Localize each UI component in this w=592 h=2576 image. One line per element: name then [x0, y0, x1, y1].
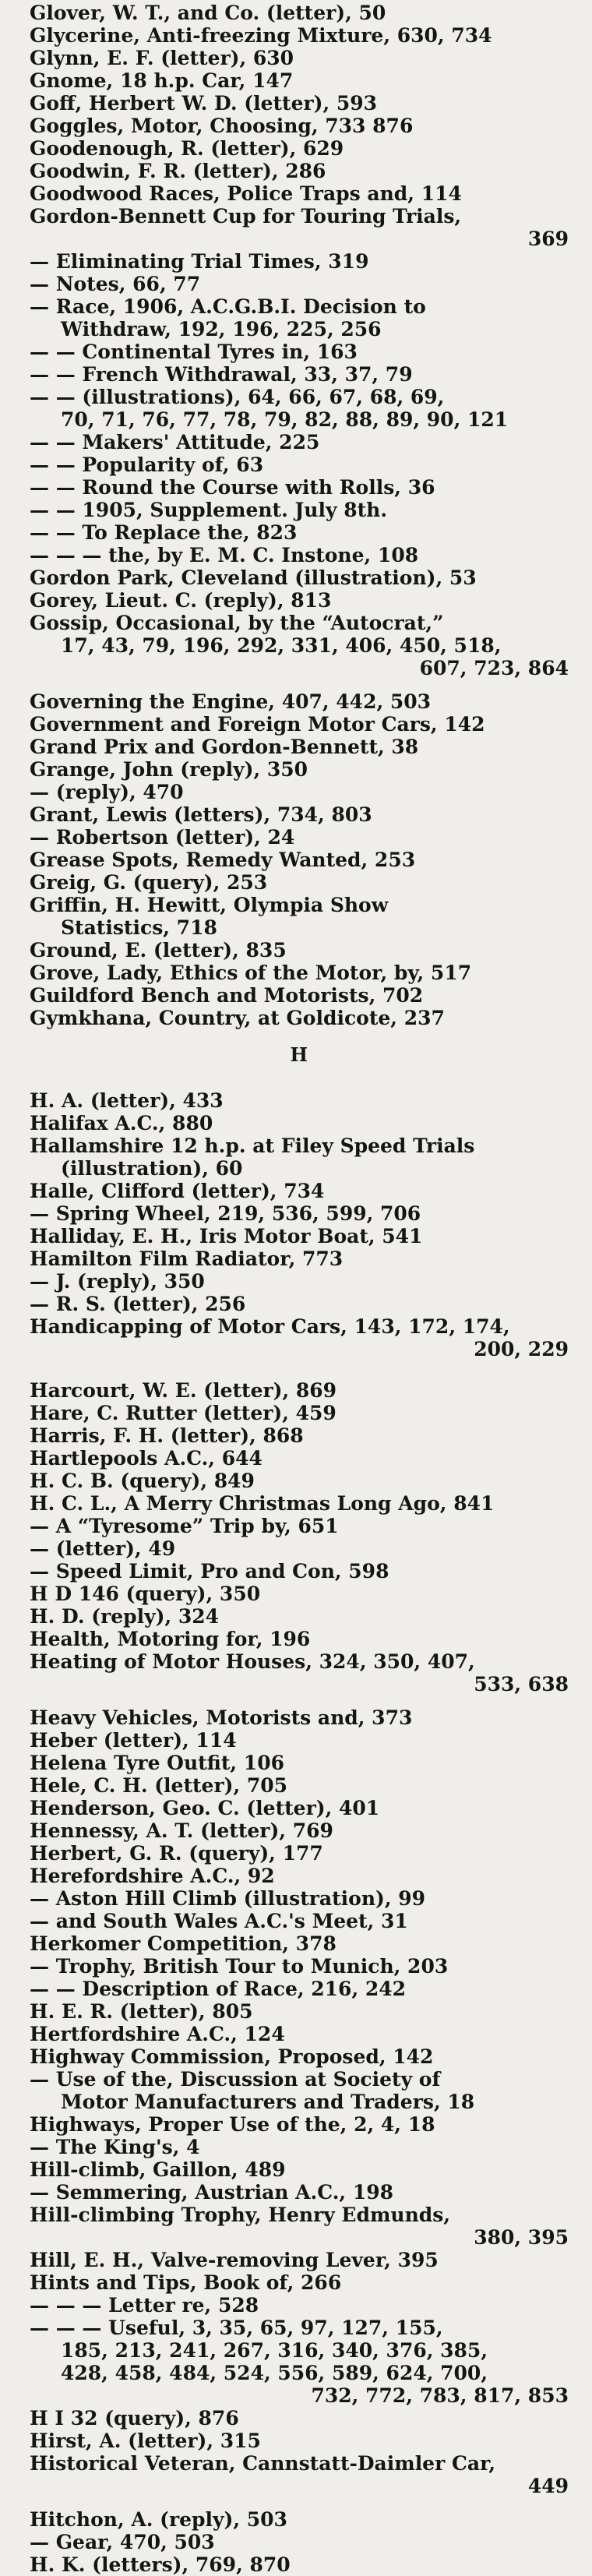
index-entry-continuation: 607, 723, 864	[419, 657, 569, 679]
index-entry: Hennessy, A. T. (letter), 769	[30, 1819, 333, 1842]
index-entry: Harcourt, W. E. (letter), 869	[30, 1379, 337, 1402]
index-entry-continuation: Statistics, 718	[61, 916, 217, 939]
index-entry: — — — Letter re, 528	[30, 2294, 259, 2317]
index-entry: Halle, Clifford (letter), 734	[30, 1180, 325, 1202]
index-entry: — — Makers' Attitude, 225	[30, 431, 320, 453]
index-entry: Grand Prix and Gordon-Bennett, 38	[30, 736, 419, 758]
index-entry-continuation: (illustration), 60	[61, 1157, 243, 1180]
index-entry: Harris, F. H. (letter), 868	[30, 1424, 304, 1447]
index-entry: Herkomer Competition, 378	[30, 1932, 337, 1955]
index-entry: — (letter), 49	[30, 1537, 176, 1560]
index-entry: Griffin, H. Hewitt, Olympia Show	[30, 894, 389, 916]
index-entry-continuation: Withdraw, 192, 196, 225, 256	[61, 318, 382, 341]
index-entry: Gymkhana, Country, at Goldicote, 237	[30, 1007, 445, 1029]
index-entry: Gossip, Occasional, by the “Autocrat,”	[30, 612, 444, 634]
index-entry: Glycerine, Anti-freezing Mixture, 630, 734	[30, 24, 492, 47]
index-entry: Hitchon, A. (reply), 503	[30, 2508, 287, 2531]
index-entry: Gordon-Bennett Cup for Touring Trials,	[30, 205, 462, 228]
index-entry: Heavy Vehicles, Motorists and, 373	[30, 1706, 413, 1729]
index-entry: Glynn, E. F. (letter), 630	[30, 47, 294, 69]
index-entry: — — Popularity of, 63	[30, 453, 264, 476]
index-entry: H. C. B. (query), 849	[30, 1470, 255, 1492]
index-entry: Halliday, E. H., Iris Motor Boat, 541	[30, 1225, 423, 1247]
index-entry: — Aston Hill Climb (illustration), 99	[30, 1887, 426, 1910]
index-entry-continuation: 380, 395	[474, 2226, 569, 2249]
index-entry-continuation: 200, 229	[474, 1338, 569, 1360]
index-entry: Goodenough, R. (letter), 629	[30, 137, 344, 160]
index-entry: — Robertson (letter), 24	[30, 826, 295, 849]
index-entry: Hirst, A. (letter), 315	[30, 2430, 261, 2452]
index-entry: — Notes, 66, 77	[30, 273, 201, 295]
index-entry: H. K. (letters), 769, 870	[30, 2553, 291, 2576]
index-entry: H. A. (letter), 433	[30, 1089, 224, 1112]
index-entry: Highway Commission, Proposed, 142	[30, 2045, 434, 2068]
index-entry: Hele, C. H. (letter), 705	[30, 1774, 288, 1797]
index-entry: Henderson, Geo. C. (letter), 401	[30, 1797, 380, 1819]
index-entry: — Use of the, Discussion at Society of	[30, 2068, 441, 2091]
index-entry: Helena Tyre Outfit, 106	[30, 1752, 284, 1774]
index-entry: Guildford Bench and Motorists, 702	[30, 984, 424, 1007]
section-heading-h: H	[290, 1043, 308, 1066]
index-entry: — — Description of Race, 216, 242	[30, 1978, 407, 2000]
index-entry: Hill-climbing Trophy, Henry Edmunds,	[30, 2204, 451, 2226]
index-entry: Government and Foreign Motor Cars, 142	[30, 713, 485, 736]
index-entry-continuation: 17, 43, 79, 196, 292, 331, 406, 450, 518,	[61, 634, 502, 657]
index-entry: — The King's, 4	[30, 2136, 200, 2158]
index-entry: — — Continental Tyres in, 163	[30, 341, 358, 363]
index-entry: Historical Veteran, Cannstatt-Daimler Car,	[30, 2452, 496, 2475]
index-entry: Hints and Tips, Book of, 266	[30, 2271, 342, 2294]
index-entry: — Semmering, Austrian A.C., 198	[30, 2181, 394, 2204]
index-entry: Ground, E. (letter), 835	[30, 939, 287, 962]
index-entry: Hamilton Film Radiator, 773	[30, 1247, 344, 1270]
index-entry: — R. S. (letter), 256	[30, 1293, 246, 1315]
index-entry-continuation: 428, 458, 484, 524, 556, 589, 624, 700,	[61, 2362, 488, 2384]
index-entry: Goggles, Motor, Choosing, 733 876	[30, 115, 414, 137]
index-entry: — (reply), 470	[30, 781, 184, 803]
index-entry: H. C. L., A Merry Christmas Long Ago, 841	[30, 1492, 495, 1515]
index-entry: — — (illustrations), 64, 66, 67, 68, 69,	[30, 386, 445, 408]
index-entry: H. D. (reply), 324	[30, 1605, 220, 1628]
index-entry: Hertfordshire A.C., 124	[30, 2023, 285, 2045]
index-entry: — — — the, by E. M. C. Instone, 108	[30, 544, 419, 566]
index-entry: Halifax A.C., 880	[30, 1112, 213, 1134]
index-entry: — J. (reply), 350	[30, 1270, 205, 1293]
index-entry-continuation: 369	[527, 228, 569, 250]
index-entry: Hartlepools A.C., 644	[30, 1447, 263, 1470]
index-entry-continuation: 185, 213, 241, 267, 316, 340, 376, 385,	[61, 2339, 488, 2362]
index-entry: Goodwin, F. R. (letter), 286	[30, 160, 326, 182]
index-entry: H. E. R. (letter), 805	[30, 2000, 253, 2023]
index-entry: — Race, 1906, A.C.G.B.I. Decision to	[30, 295, 426, 318]
index-entry: — and South Wales A.C.'s Meet, 31	[30, 1910, 408, 1932]
index-entry: — Spring Wheel, 219, 536, 599, 706	[30, 1202, 421, 1225]
index-entry: Goodwood Races, Police Traps and, 114	[30, 182, 462, 205]
index-entry: Grant, Lewis (letters), 734, 803	[30, 803, 372, 826]
index-entry: Hare, C. Rutter (letter), 459	[30, 1402, 337, 1424]
index-entry: Grange, John (reply), 350	[30, 758, 308, 781]
index-entry: Glover, W. T., and Co. (letter), 50	[30, 2, 386, 24]
index-entry: Greig, G. (query), 253	[30, 871, 268, 894]
index-entry: Gorey, Lieut. C. (reply), 813	[30, 589, 332, 612]
index-entry: Health, Motoring for, 196	[30, 1628, 311, 1650]
index-entry: H I 32 (query), 876	[30, 2407, 239, 2430]
index-entry: Gnome, 18 h.p. Car, 147	[30, 69, 294, 92]
index-entry: Herbert, G. R. (query), 177	[30, 1842, 323, 1865]
index-entry: Hill, E. H., Valve-removing Lever, 395	[30, 2249, 439, 2271]
index-entry: — Speed Limit, Pro and Con, 598	[30, 1560, 389, 1583]
index-entry-continuation: 732, 772, 783, 817, 853	[311, 2384, 569, 2407]
index-entry: — A “Tyresome” Trip by, 651	[30, 1515, 339, 1537]
index-entry: — Gear, 470, 503	[30, 2531, 215, 2553]
index-entry: H D 146 (query), 350	[30, 1583, 261, 1605]
index-entry: — — French Withdrawal, 33, 37, 79	[30, 363, 413, 386]
index-entry: Heating of Motor Houses, 324, 350, 407,	[30, 1650, 475, 1673]
index-entry-continuation: 533, 638	[474, 1673, 569, 1696]
index-entry: — Trophy, British Tour to Munich, 203	[30, 1955, 449, 1978]
index-entry-continuation: 70, 71, 76, 77, 78, 79, 82, 88, 89, 90, 121	[61, 408, 509, 431]
index-entry-continuation: 449	[527, 2475, 569, 2497]
index-entry: — — 1905, Supplement. July 8th.	[30, 499, 388, 521]
index-entry: Governing the Engine, 407, 442, 503	[30, 690, 432, 713]
index-entry: — Eliminating Trial Times, 319	[30, 250, 369, 273]
index-entry: Highways, Proper Use of the, 2, 4, 18	[30, 2113, 435, 2136]
index-entry: Herefordshire A.C., 92	[30, 1865, 275, 1887]
index-entry: — — Round the Course with Rolls, 36	[30, 476, 435, 499]
index-entry: Hill-climb, Gaillon, 489	[30, 2158, 286, 2181]
index-entry: Gordon Park, Cleveland (illustration), 53	[30, 566, 477, 589]
index-entry: — — To Replace the, 823	[30, 521, 298, 544]
index-entry: Goff, Herbert W. D. (letter), 593	[30, 92, 378, 115]
index-entry: Grease Spots, Remedy Wanted, 253	[30, 849, 416, 871]
index-entry: Handicapping of Motor Cars, 143, 172, 174,	[30, 1315, 510, 1338]
index-entry: — — — Useful, 3, 35, 65, 97, 127, 155,	[30, 2317, 443, 2339]
index-entry: Heber (letter), 114	[30, 1729, 237, 1752]
index-entry: Hallamshire 12 h.p. at Filey Speed Trials	[30, 1134, 475, 1157]
index-entry: Grove, Lady, Ethics of the Motor, by, 517	[30, 962, 472, 984]
index-entry-continuation: Motor Manufacturers and Traders, 18	[61, 2091, 475, 2113]
